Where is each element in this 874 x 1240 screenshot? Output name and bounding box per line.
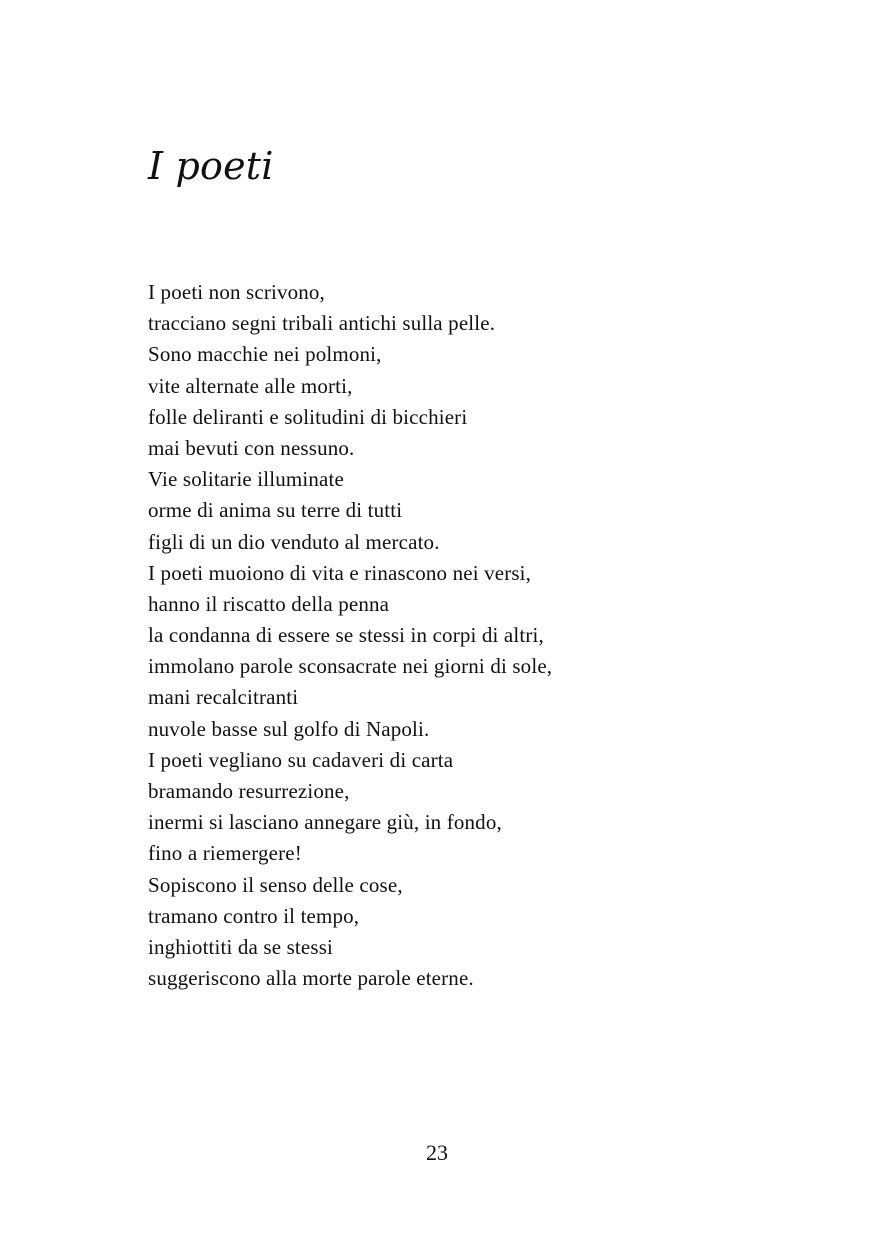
poem-verse: immolano parole sconsacrate nei giorni di sole, [148, 654, 553, 679]
poem-title: I poeti [148, 144, 274, 188]
poem-verse: Sopiscono il senso delle cose, [148, 872, 403, 897]
poem-verse: tracciano segni tribali antichi sulla pelle. [148, 311, 496, 336]
poem-verse: la condanna di essere se stessi in corpi di altri, [148, 623, 544, 648]
poem-verse: mani recalcitranti [148, 685, 299, 710]
poem-verse: suggeriscono alla morte parole eterne. [148, 966, 474, 991]
poem-verse: inermi si lasciano annegare giù, in fondo, [148, 810, 502, 835]
poem-verse: nuvole basse sul golfo di Napoli. [148, 716, 430, 741]
poem-verse: hanno il riscatto della penna [148, 591, 390, 616]
poem-verse: I poeti muoiono di vita e rinascono nei versi, [148, 560, 532, 585]
poem-verse: Sono macchie nei polmoni, [148, 342, 382, 367]
poem-verse: fino a riemergere! [148, 841, 302, 866]
poem-verse: figli di un dio venduto al mercato. [148, 529, 440, 554]
poem-verse: inghiottiti da se stessi [148, 934, 334, 959]
poem-verse: bramando resurrezione, [148, 779, 350, 803]
poem-verse: folle deliranti e solitudini di bicchieri [148, 404, 468, 429]
poem-verse: I poeti vegliano su cadaveri di carta [148, 747, 454, 772]
poem-verse: vite alternate alle morti, [148, 373, 353, 398]
poem-verse: tramano contro il tempo, [148, 903, 360, 928]
page-number: 23 [426, 1140, 448, 1165]
poem-verse: orme di anima su terre di tutti [148, 498, 403, 523]
poem-body [148, 277, 552, 994]
poem-verse: I poeti non scrivono, [148, 280, 325, 304]
poem-verse: Vie solitarie illuminate [148, 467, 344, 492]
poem-verse: mai bevuti con nessuno. [148, 435, 355, 460]
